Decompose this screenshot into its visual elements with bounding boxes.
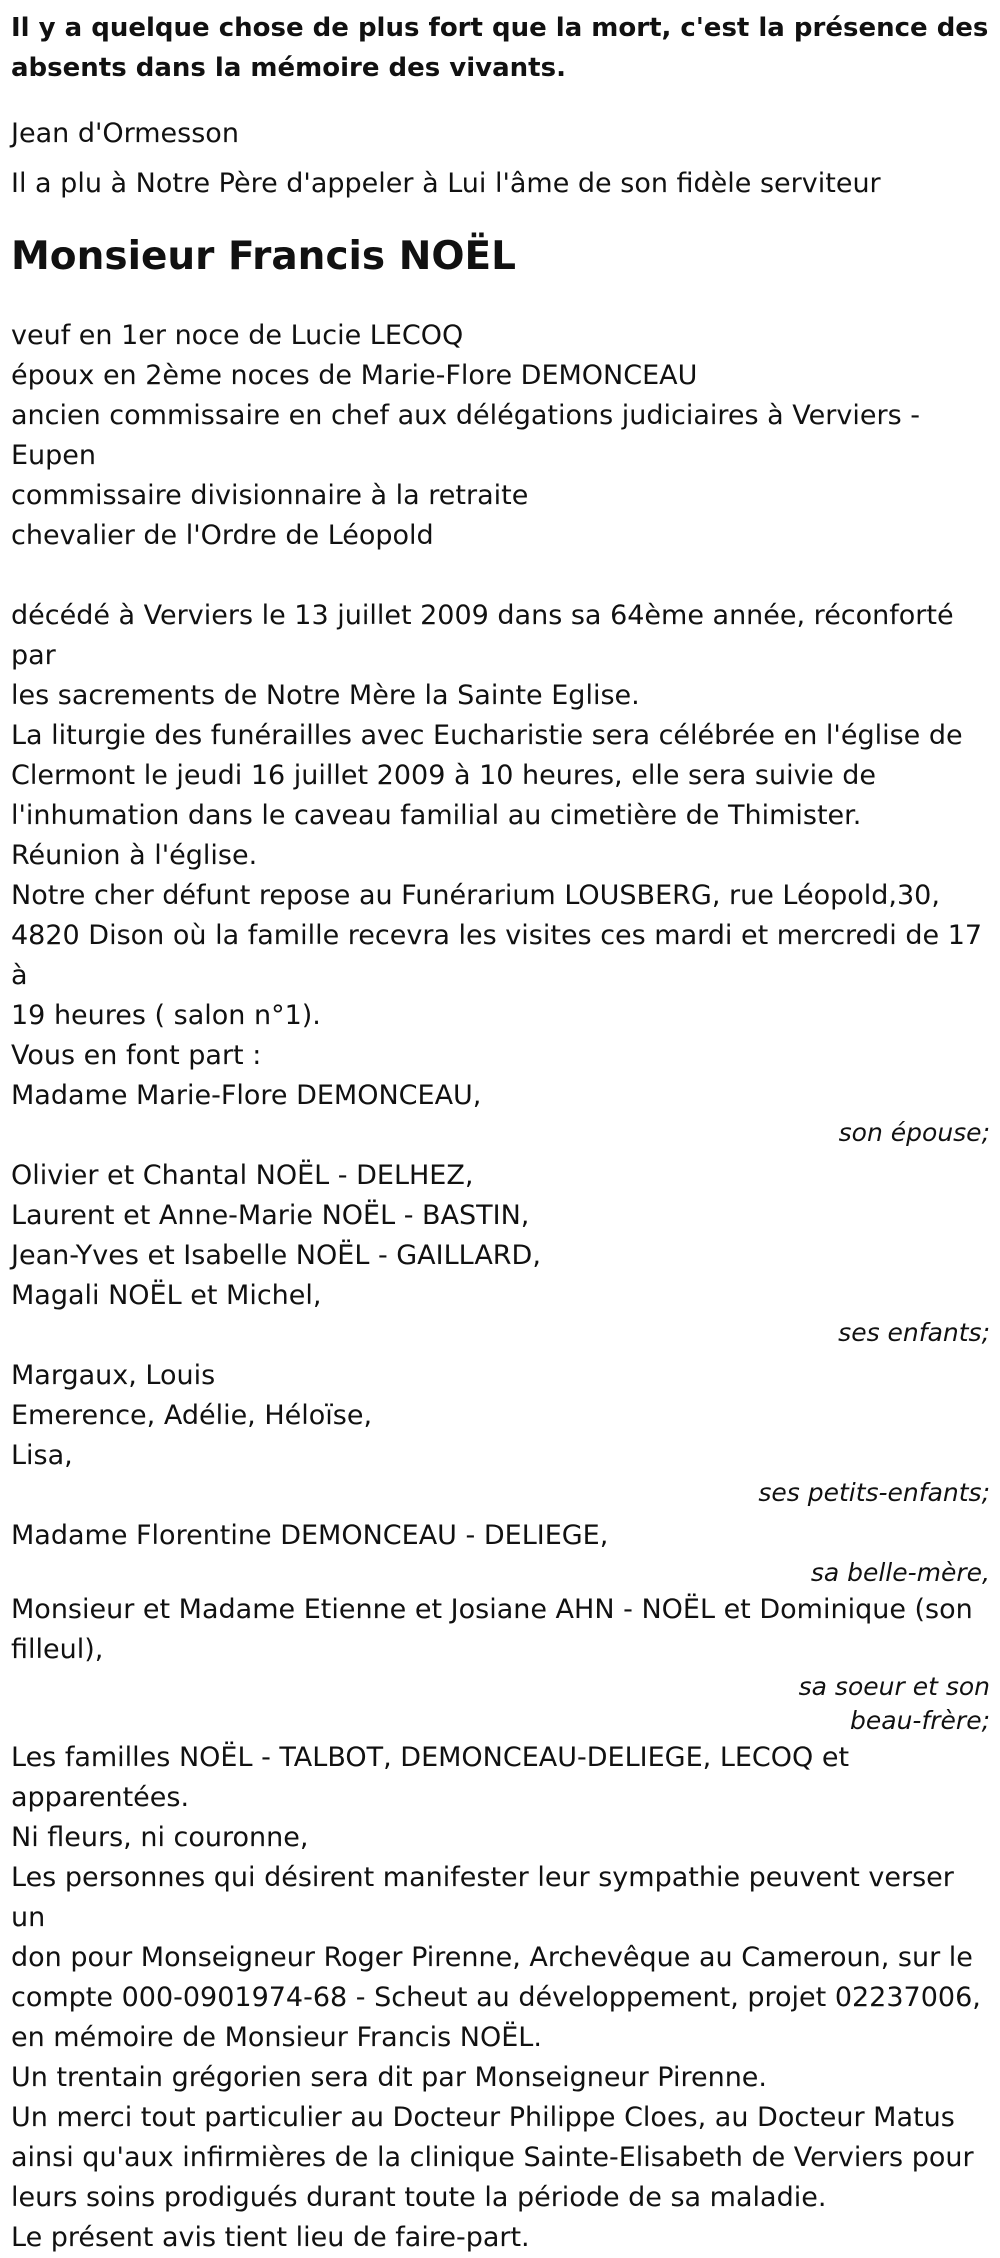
quote-line: absents dans la mémoire des vivants.: [11, 53, 566, 83]
closing-line: leurs soins prodigués durant toute la période de sa maladie.: [11, 2182, 827, 2213]
family-list: [11, 1076, 990, 1738]
announcement: [11, 596, 990, 1076]
epigraph-quote: [11, 8, 990, 88]
title-line: chevalier de l'Ordre de Léopold: [11, 520, 434, 551]
announcement-line: Notre cher défunt repose au Funérarium LOUSBERG, rue Léopold,30,: [11, 880, 940, 911]
announcement-line: Vous en font part :: [11, 1040, 262, 1071]
family-group-spouse: [11, 1076, 990, 1150]
title-line: Eupen: [11, 440, 97, 471]
announcement-line: 4820 Dison où la famille recevra les visites ces mardi et mercredi de 17 à: [11, 920, 983, 991]
deceased-name: Monsieur Francis NOËL: [11, 234, 517, 279]
family-group-grandchildren: [11, 1356, 990, 1510]
title-line: époux en 2ème noces de Marie-Flore DEMONCEAU: [11, 360, 698, 391]
closing-line: Un merci tout particulier au Docteur Philippe Cloes, au Docteur Matus: [11, 2102, 955, 2133]
family-relation: ses enfants;: [838, 1318, 990, 1347]
family-name-line: Monsieur et Madame Etienne et Josiane AHN - NOËL et Dominique (son: [11, 1594, 973, 1625]
family-name-line: Lisa,: [11, 1440, 73, 1471]
family-name-line: Madame Marie-Flore DEMONCEAU,: [11, 1080, 482, 1111]
family-group-mother-in-law: [11, 1516, 990, 1590]
closing-line: apparentées.: [11, 1782, 190, 1813]
family-name-line: Emerence, Adélie, Héloïse,: [11, 1400, 373, 1431]
quote-line: Il y a quelque chose de plus fort que la mort, c'est la présence des: [11, 13, 989, 43]
closing-line: Un trentain grégorien sera dit par Monseigneur Pirenne.: [11, 2062, 767, 2093]
family-group-sister: [11, 1590, 990, 1738]
closing-line: don pour Monseigneur Roger Pirenne, Archevêque au Cameroun, sur le: [11, 1942, 973, 1973]
closing-line: Ni fleurs, ni couronne,: [11, 1822, 309, 1853]
family-relation: sa belle-mère,: [810, 1558, 990, 1587]
family-name-line: Laurent et Anne-Marie NOËL - BASTIN,: [11, 1200, 530, 1231]
closing-line: Les familles NOËL - TALBOT, DEMONCEAU-DELIEGE, LECOQ et: [11, 1742, 850, 1773]
closing-line: Le présent avis tient lieu de faire-part.: [11, 2222, 530, 2253]
closing-line: Les personnes qui désirent manifester leur sympathie peuvent verser un: [11, 1862, 954, 1933]
closing-text: [11, 1738, 990, 2258]
title-line: ancien commissaire en chef aux délégations judiciaires à Verviers -: [11, 400, 920, 431]
family-name-line: Jean-Yves et Isabelle NOËL - GAILLARD,: [11, 1240, 541, 1271]
closing-line: compte 000-0901974-68 - Scheut au développement, projet 02237006,: [11, 1982, 981, 2013]
family-relation: sa soeur et son: [798, 1672, 990, 1701]
title-line: commissaire divisionnaire à la retraite: [11, 480, 529, 511]
family-name-line: Margaux, Louis: [11, 1360, 216, 1391]
announcement-line: La liturgie des funérailles avec Eucharistie sera célébrée en l'église de: [11, 720, 963, 751]
family-name-line: Magali NOËL et Michel,: [11, 1280, 322, 1311]
family-name-line: Olivier et Chantal NOËL - DELHEZ,: [11, 1160, 474, 1191]
closing-line: en mémoire de Monsieur Francis NOËL.: [11, 2022, 542, 2053]
deceased-titles: [11, 316, 990, 556]
announcement-line: Clermont le jeudi 16 juillet 2009 à 10 heures, elle sera suivie de: [11, 760, 877, 791]
announcement-line: l'inhumation dans le caveau familial au cimetière de Thimister.: [11, 800, 862, 831]
family-name-line: filleul),: [11, 1634, 104, 1665]
announcement-line: décédé à Verviers le 13 juillet 2009 dans sa 64ème année, réconforté par: [11, 600, 954, 671]
quote-author: Jean d'Ormesson: [11, 118, 239, 149]
family-relation: son épouse;: [838, 1118, 990, 1147]
family-relation: beau-frère;: [850, 1706, 990, 1735]
announcement-line: Réunion à l'église.: [11, 840, 258, 871]
family-group-children: [11, 1156, 990, 1350]
closing-line: ainsi qu'aux infirmières de la clinique Sainte-Elisabeth de Verviers pour: [11, 2142, 974, 2173]
title-line: veuf en 1er noce de Lucie LECOQ: [11, 320, 464, 351]
announcement-line: les sacrements de Notre Mère la Sainte Eglise.: [11, 680, 640, 711]
family-name-line: Madame Florentine DEMONCEAU - DELIEGE,: [11, 1520, 609, 1551]
announcement-line: 19 heures ( salon n°1).: [11, 1000, 321, 1031]
family-relation: ses petits-enfants;: [758, 1478, 990, 1507]
intro-text: Il a plu à Notre Père d'appeler à Lui l'âme de son fidèle serviteur: [11, 168, 881, 199]
